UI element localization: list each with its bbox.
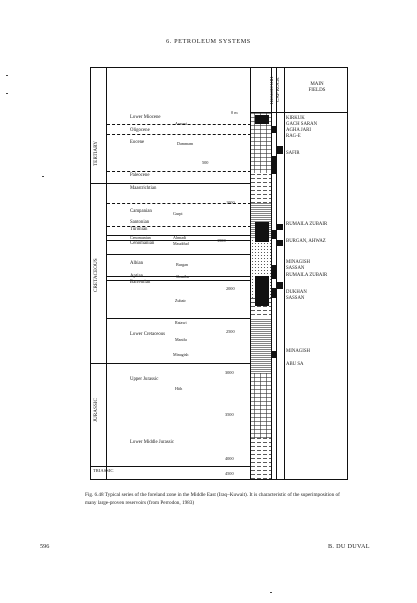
stage-label: Cenomanian bbox=[130, 241, 155, 246]
depth-tick: 3000 bbox=[225, 370, 234, 375]
reservoir-interval bbox=[271, 265, 276, 279]
caprock-interval bbox=[277, 282, 283, 289]
reservoir-interval bbox=[271, 156, 276, 174]
field-name: GACH SARAN bbox=[286, 122, 318, 127]
reservoir-interval bbox=[271, 288, 276, 298]
era-boundary bbox=[91, 466, 251, 467]
field-name: DUKHAN bbox=[286, 290, 307, 295]
reservoir-interval bbox=[271, 126, 276, 133]
formation-label: Ahmadi bbox=[173, 235, 187, 240]
formation-label: Burgan bbox=[176, 262, 188, 267]
depth-tick: 4500 bbox=[225, 471, 234, 476]
depth-tick: 1500 bbox=[217, 238, 226, 243]
field-name: BURGAN, AHWAZ bbox=[286, 239, 326, 244]
stage-label: Lower Cretaceous bbox=[130, 332, 166, 337]
reservoir-interval bbox=[271, 351, 276, 358]
stage-label: Maastrichtian bbox=[130, 186, 157, 191]
stage-label: Eocene bbox=[130, 140, 145, 145]
field-name: ABU SA bbox=[286, 362, 304, 367]
page-number: 596 bbox=[40, 543, 50, 550]
stage-boundary bbox=[107, 254, 251, 255]
formation-label: Minagish bbox=[173, 352, 189, 357]
formation-label: Gurpi bbox=[173, 211, 183, 216]
field-name: SASSAN bbox=[286, 266, 305, 271]
formation-label: Asmari bbox=[175, 121, 188, 126]
caprock-column-right-edge bbox=[284, 68, 285, 479]
running-header: 6. PETROLEUM SYSTEMS bbox=[166, 38, 251, 45]
formation-label: Dammam bbox=[177, 141, 194, 146]
field-name: AGHA JARI bbox=[286, 128, 311, 133]
formation-label: Manifa bbox=[175, 337, 187, 342]
field-name: RUMAILA ZUBAIR bbox=[286, 273, 328, 278]
margin-speck bbox=[6, 93, 8, 94]
stage-boundary bbox=[107, 171, 251, 172]
stage-label: Lower Middle Jurassic bbox=[130, 440, 174, 445]
formation-label: Shuaiba bbox=[176, 274, 190, 279]
stage-label: Cenomanian bbox=[130, 235, 151, 240]
reservoir-column-header: RESERVOIR bbox=[270, 76, 275, 104]
era-label-tertiary: TERTIARY bbox=[93, 140, 99, 166]
stage-boundary bbox=[107, 318, 251, 319]
formation-label: Ratawi bbox=[175, 320, 187, 325]
field-name: MINAGISH bbox=[286, 260, 310, 265]
running-author: B. DU DUVAL bbox=[328, 543, 370, 550]
reservoir-interval bbox=[255, 276, 269, 306]
stage-label: Oligocene bbox=[130, 128, 150, 133]
depth-tick: 500 bbox=[202, 160, 209, 165]
caprock-interval bbox=[277, 240, 283, 246]
depth-tick: 3500 bbox=[225, 412, 234, 417]
main-fields-column-header: MAIN FIELDS bbox=[308, 82, 326, 93]
era-boundary bbox=[91, 183, 251, 184]
stage-label: Santonian bbox=[130, 220, 150, 225]
stage-label: Upper Jurassic bbox=[130, 377, 159, 382]
era-column-divider bbox=[106, 68, 107, 479]
formation-label: Hith bbox=[175, 386, 183, 391]
field-name: MINAGISH bbox=[286, 349, 310, 354]
stage-label-triassic: TRIASSIC bbox=[93, 468, 114, 473]
caprock-column-header: CAP ROCK bbox=[276, 77, 281, 103]
stage-boundary bbox=[107, 134, 251, 135]
reservoir-interval bbox=[271, 230, 276, 239]
depth-tick: 2000 bbox=[226, 286, 235, 291]
era-label-cretaceous: CRETACEOUS bbox=[93, 258, 99, 292]
stage-label: Paleocene bbox=[130, 173, 150, 178]
margin-speck bbox=[6, 75, 8, 76]
formation-label: Zubair bbox=[175, 298, 186, 303]
reservoir-interval bbox=[255, 222, 269, 242]
margin-speck bbox=[42, 176, 44, 177]
caprock-interval bbox=[277, 224, 283, 230]
stage-label: Aptian bbox=[130, 274, 144, 279]
era-boundary bbox=[91, 363, 251, 364]
reservoir-column-right-edge bbox=[276, 68, 277, 479]
depth-tick: 2500 bbox=[226, 329, 235, 334]
field-name: RAG-E bbox=[286, 134, 301, 139]
field-name: SAFIR bbox=[286, 151, 300, 156]
depth-tick: 0 m bbox=[231, 110, 238, 115]
reservoir-interval bbox=[255, 115, 269, 124]
depth-tick: 4000 bbox=[225, 456, 234, 461]
field-name: KIRKUK bbox=[286, 116, 305, 121]
margin-speck bbox=[270, 592, 272, 593]
figure-caption: Fig. 6.48 Typical series of the foreland zone in the Middle East (Iraq–Kuwait). It is characteristic of the superimposition of many large-proven reservoirs (from Perrodon, 1983) bbox=[85, 492, 340, 506]
stage-boundary bbox=[107, 226, 251, 227]
stage-boundary bbox=[107, 280, 251, 281]
caprock-interval bbox=[277, 146, 283, 154]
field-name: SASSAN bbox=[286, 296, 305, 301]
stage-label: Turonian bbox=[130, 227, 148, 232]
stage-label: Campanian bbox=[130, 209, 152, 214]
stage-label: Barremian bbox=[130, 280, 151, 285]
stage-label: Albian bbox=[130, 261, 144, 266]
era-label-jurassic: JURASSIC bbox=[93, 398, 99, 422]
depth-tick: 1000 bbox=[226, 200, 235, 205]
stage-label: Lower Miocene bbox=[130, 115, 161, 120]
formation-label: Mauddud bbox=[173, 241, 189, 246]
field-name: RUMAILA ZUBAIR bbox=[286, 222, 328, 227]
